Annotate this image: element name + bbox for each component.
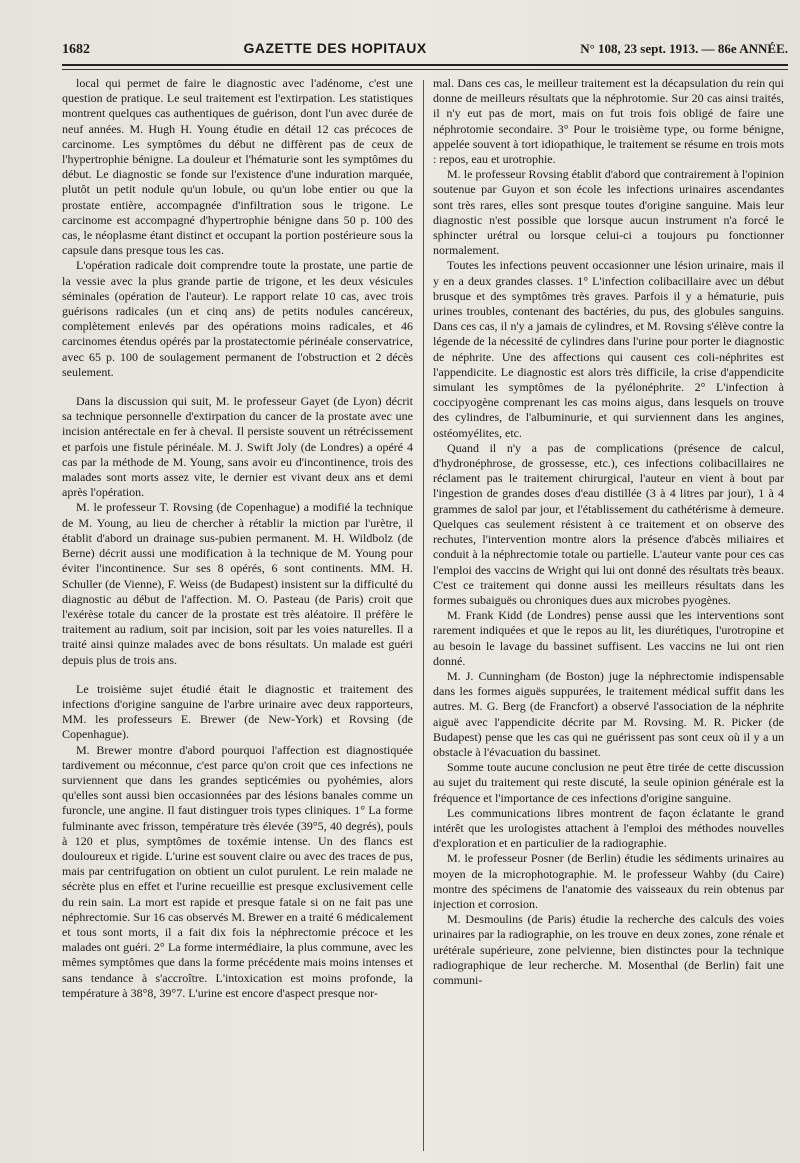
paragraph: Le troisième sujet étudié était le diagnostic et traitement des infections d'origine sanguine de l'arbre urinaire avec deux rapporteurs, MM. les professeurs E. Brewer (de New-York) et Rovsing (de Copenhague). bbox=[62, 681, 413, 742]
journal-title: GAZETTE DES HOPITAUX bbox=[243, 40, 427, 56]
paragraph: M. le professeur Posner (de Berlin) étudie les sédiments urinaires au moyen de la microphotographie. M. le professeur Wahby (du Caire) montre des spécimens de l'anatomie des vaisseaux du rein obtenus par injection et corrosion. bbox=[433, 851, 784, 911]
paragraph: L'opération radicale doit comprendre toute la prostate, une partie de la vessie avec la plus grande partie de trigone, et les deux vésicules séminales (opération de l'auteur). Le rapport relate 10 cas, avec trois guérisons radicales (un et cinq ans) de petits nodules cancéreux, complètement enlevés par des opérations moins radicales, et 46 carcinomes étendus opérés par la prostatectomie périnéale conservatrice, avec 65 p. 100 de soulagement permanent de l'obstruction et 2 décès seulement. bbox=[62, 258, 413, 379]
paragraph: Dans la discussion qui suit, M. le professeur Gayet (de Lyon) décrit sa technique personnelle d'extirpation du cancer de la prostate avec une incision antérectale en fer à cheval. Il persiste souvent un rétrécissement et parfois une fistule périnéale. M. J. Swift Joly (de Londres) a opéré 4 cas par la méthode de M. Young, sans avoir eu d'incontinence, trois des malades sont morts assez vite, le dernier est vivant deux ans et demi après l'opération. bbox=[62, 394, 413, 500]
paragraph: Les communications libres montrent de façon éclatante le grand intérêt que les urologistes attachent à l'emploi des méthodes nouvelles d'exploration et en particulier de la radiographie. bbox=[433, 805, 784, 851]
issue-info: N° 108, 23 sept. 1913. — 86e ANNÉE. bbox=[580, 41, 788, 56]
paragraph: M. Desmoulins (de Paris) étudie la recherche des calculs des voies urinaires par la radiographie, on les trouve en deux zones, zone rénale et urétérale supérieure, zone pelvienne, bien distinctes pour la technique radiographique de leur recherche. M. Mosenthal (de Berlin) fait une communi- bbox=[433, 912, 784, 987]
page-number: 1682 bbox=[62, 42, 90, 57]
text-columns bbox=[62, 76, 784, 1151]
paragraph: Quand il n'y a pas de complications (présence de calcul, d'hydronéphrose, de grossesse, etc.), ces infections colibacillaires ne réclament pas le traitement chirurgical, l'auteur en vient à bout par l'ingestion de grandes doses d'eau distillée (3 à 4 litres par jour), 1 à 4 grammes de salol par jour, et l'établissement du cathétérisme à demeure. Quelques cas seulement résistent à ce traitement et on observe des rechutes, l'intervention montre alors la présence d'abcès miliaires et conduit à la néphrectomie totale ou partielle. L'auteur vante pour ces cas l'emploi des vaccins de Wright qui lui ont donné des résultats très beaux. C'est ce traitement qui donne aussi les meilleurs résultats dans les formes subaiguës ou chroniques dues aux microbes pyogènes. bbox=[433, 440, 784, 607]
paragraph: Somme toute aucune conclusion ne peut être tirée de cette discussion au sujet du traitement qui reste discuté, la seule opinion générale est la fréquence et l'importance de ces infections d'origine sanguine. bbox=[433, 760, 784, 805]
paragraph: local qui permet de faire le diagnostic avec l'adénome, c'est une question de pratique. Le seul traitement est l'extirpation. Les statistiques montrent quelques cas authentiques de guérison, dont l'un avec durée de neuf années. M. Hugh H. Young étudie en détail 12 cas précoces de carcinome. Les symptômes du début ne diffèrent pas de ceux de l'hypertrophie bénigne. La douleur et l'hématurie sont les symptômes du début. Le diagnostic se fonde sur l'existence d'une induration marquée, plutôt un petit nodule qu'un lobule, ou qu'un lobe entier ou que la prostate entière, accompagnée d'infiltration sous le trigone. Le carcinome est accompagné d'hypertrophie bénigne dans 50 p. 100 des cas, le néoplasme étant distinct et occupant la portion postérieure sous la capsule dans presque tous les cas. bbox=[62, 76, 413, 258]
right-column bbox=[433, 76, 784, 1151]
paragraph: Toutes les infections peuvent occasionner une lésion urinaire, mais il y en a deux grandes classes. 1° L'infection colibacillaire avec un début brusque et des symptômes très graves. Parfois il y a hématurie, puis urines troubles, contenant des bactéries, du pus, des globules sanguins. Dans ces cas, il n'y a jamais de cylindres, et M. Rovsing s'élève contre la légende de la nécessité de cylindres dans l'urine pour porter le diagnostic de néphrite. Une des affections qui causent ces coli-néphrites est l'appendicite. Le diagnostic est alors très difficile, la crise d'appendicite simulant les symptômes de la pyélonéphrite. 2° L'infection à coccipyogène comprenant les cas moins aigus, dans lesquels on trouve des cylindres, de l'albuminurie, et qui surviennent dans les angines, ostéomyélites, etc. bbox=[433, 258, 784, 440]
paragraph: M. Brewer montre d'abord pourquoi l'affection est diagnostiquée tardivement ou méconnue, c'est parce qu'on croit que ces infections ne surviennent que dans les grandes septicémies ou pyohémies, alors qu'elles sont aussi bien occasionnées par des lésions banales comme un furoncle, une angine. Il faut distinguer trois types cliniques. 1° La forme fulminante avec frisson, température très élevée (39°5, 40 degrés), pouls à 120 et plus, symptômes de toxémie intense. Un des flancs est douloureux et rigide. L'urine est souvent claire ou avec des traces de pus, mais par centrifugation on obtient un culot purulent. Le rein malade ne sécrète plus en effet et l'urine recueillie est presque exclusivement celle du rein sain. La mort est rapide et presque fatale si on ne fait pas une néphrectomie. Sur 16 cas observés M. Brewer en a traité 6 médicalement et tous sont morts, il a fait dix fois la néphrectomie précoce et les malades ont guéri. 2° La forme intermédiaire, la plus commune, avec les mêmes symptômes que dans la forme précédente mais moins intenses et sans tendance à s'accroître. L'intoxication est moins profonde, la température à 38°8, 39°7. L'urine est encore d'aspect presque nor- bbox=[62, 742, 413, 1000]
paragraph: M. Frank Kidd (de Londres) pense aussi que les interventions sont rarement indiquées et que le repos au lit, les diurétiques, l'urotropine et au besoin le lavage du bassinet suffisent. Les vaccins ne lui ont rien donné. bbox=[433, 608, 784, 668]
header-rule bbox=[62, 64, 788, 66]
left-column bbox=[62, 76, 413, 1151]
paragraph: M. le professeur Rovsing établit d'abord que contrairement à l'opinion soutenue par Guyon et son école les infections urinaires ascendantes sont très rares, elles sont presque toutes d'origine sanguine. Mais leur diagnostic n'est possible que lorsque aucun instrument n'a forcé le sphincter urétral ou lorsque celui-ci a toujours pu fonctionner normalement. bbox=[433, 167, 784, 258]
paragraph: mal. Dans ces cas, le meilleur traitement est la décapsulation du rein qui donne de meilleurs résultats que la néphrotomie. Sur 20 cas ainsi traités, il n'y eut pas de mort, mais on fut trois fois obligé de faire une néphrotomie secondaire. 3° Pour le troisième type, ou forme bénigne, appelée souvent à tort idiopathique, le traitement se résume en trois mots : repos, eau et urotrophie. bbox=[433, 76, 784, 167]
running-header bbox=[62, 40, 788, 62]
paragraph: M. J. Cunningham (de Boston) juge la néphrectomie indispensable dans les formes aiguës suppurées, le traitement médical suffit dans les autres. M. G. Berg (de Francfort) a observé l'association de la néphrite aiguë avec l'appendicite décrite par M. Rovsing. M. R. Picker (de Budapest) pense que les cas qui ne guérissent pas sont ceux où il y a un obstacle à l'évacuation du bassinet. bbox=[433, 668, 784, 759]
column-divider bbox=[423, 80, 424, 1151]
header-rule-thin bbox=[62, 69, 788, 70]
paragraph: M. le professeur T. Rovsing (de Copenhague) a modifié la technique de M. Young, au lieu de chercher à rétablir la miction par l'urètre, il établit d'abord un drainage sus-pubien permanent. M. H. Wildbolz (de Berne) décrit aussi une modification à la technique de M. Young pour éviter l'incontinence. Sur ses 8 opérés, 6 sont continents. MM. H. Schuller (de Vienne), F. Weiss (de Budapest) insistent sur la difficulté du diagnostic au début de l'affection. M. O. Pasteau (de Paris) croit que l'exérèse totale du cancer de la prostate est très aléatoire. Il préfère le traitement au radium, soit par incision, soit par les voies naturelles. Il a traité ainsi quinze malades avec de bons résultats. Un malade est guéri depuis plus de trois ans. bbox=[62, 500, 413, 667]
